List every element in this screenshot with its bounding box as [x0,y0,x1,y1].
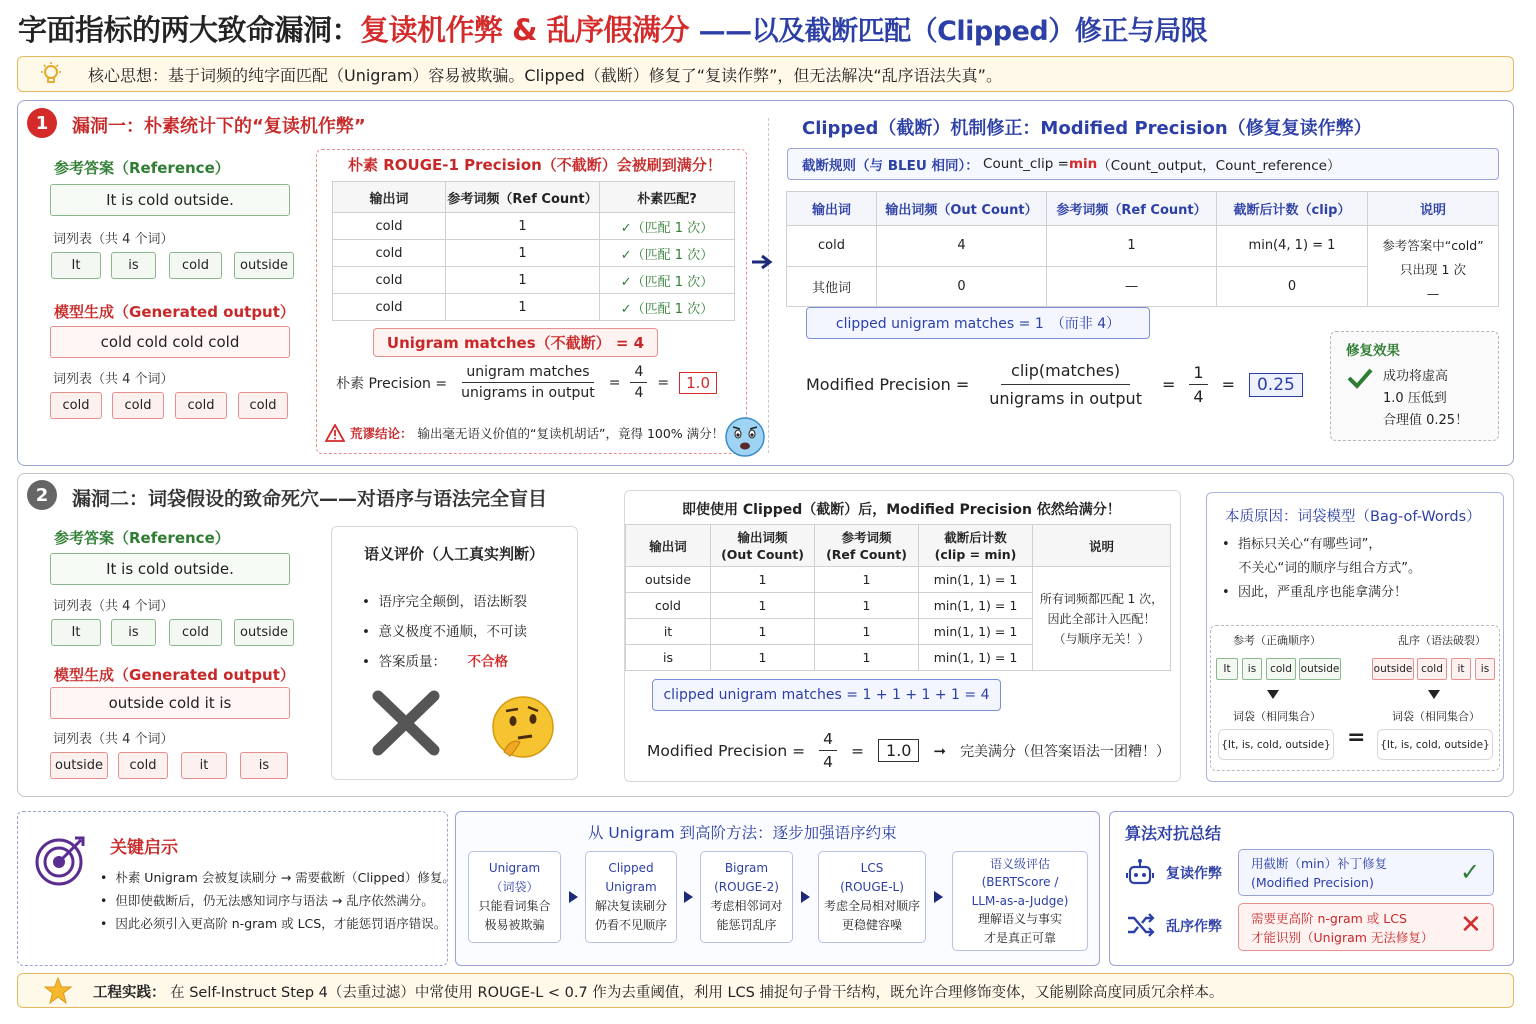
cell: ✓（匹配 1 次） [600,240,735,267]
step-title: Clipped [608,861,654,875]
algo-fix-card [1238,849,1494,896]
clip-header: 参考词频 (Ref Count) [815,525,919,567]
cell: 1 [446,213,600,240]
clip-table [786,191,1499,307]
cell: 1 [711,645,815,671]
list-item: • 答案质量： 不合格 [362,654,509,670]
bag-label: 词袋（相同集合） [1392,710,1480,723]
bow-token: outside [1372,658,1414,680]
fix-line: 成功将虚高 [1383,369,1449,384]
clip-header: 输出词频（Out Count） [877,192,1047,226]
formula-denominator: unigrams in output [461,385,595,401]
cell: cold [333,213,446,240]
bag-equals: = [1347,725,1366,750]
warn-text: 输出毫无语义价值的“复读机胡话”，竟得 100% 满分！ [417,426,725,441]
value-denominator: 4 [823,753,834,771]
gen-token: cold [118,752,168,779]
insight-item: 但即使截断后，仍无法感知词序与语法 → 乱序依然满分。 [115,893,434,908]
naive-precision-result: 1.0 [679,372,717,394]
step-desc: 仍看不见顺序 [594,918,667,932]
algo-line: 需要更高阶 n-gram 或 LCS [1251,911,1407,926]
algo-name: 乱序作弊 [1166,919,1222,935]
cell: ✓（匹配 1 次） [600,213,735,240]
clip-header: 输出词频 (Out Count) [711,525,815,567]
section-1-badge: 1 [27,108,57,138]
bag-label: 词袋（相同集合） [1233,710,1321,723]
gen-token: cold [175,392,227,419]
step-title: (ROUGE-2) [714,880,779,894]
s2-clip-title: 即使使用 Clipped（截断）后，Modified Precision 依然给满分！ [682,502,1121,518]
fix-line: 合理值 0.25！ [1383,413,1469,428]
clip-header: 输出词 [787,192,877,226]
flow-title: 从 Unigram 到高阶方法：逐步加强语序约束 [588,824,897,842]
gen-token: outside [50,752,108,779]
lightbulb-icon [38,61,64,87]
flow-step [700,851,793,943]
bow-item: 指标只关心“有哪些词”， [1237,537,1382,552]
gen-token: it [181,752,227,779]
human-eval-list [362,587,527,677]
equals: = [657,374,670,391]
fix-line: 1.0 压低到 [1383,391,1447,406]
cell: min(1, 1) = 1 [919,619,1033,645]
cell: ✓（匹配 1 次） [600,294,735,321]
cell: min(1, 1) = 1 [919,593,1033,619]
unigram-matches-pill: Unigram matches（不截断） = 4 [373,328,658,357]
naive-header: 朴素匹配? [600,182,735,213]
fix-title: 修复效果 [1346,343,1400,359]
bag-right: {It, is, cold, outside} [1377,729,1493,760]
list-item: • 但即使截断后，仍无法感知词序与语法 → 乱序依然满分。 [100,893,434,908]
gen-token: is [240,752,288,779]
step-title: (ROUGE-L) [840,880,904,894]
ref-sentence: It is cold outside. [50,184,290,216]
cell: cold [787,226,877,267]
equals: = [1221,375,1235,394]
clip-header: 参考词频（Ref Count） [1047,192,1217,226]
algo-line: 才能识别（Unigram 无法修复） [1251,930,1434,945]
naive-precision-formula [336,364,717,401]
title-subtitle: ——以及截断匹配（Clipped）修正与局限 [698,16,1208,47]
clip-rule-args: （Count_output，Count_reference） [1097,158,1341,174]
arrow-right-icon: ➞ [933,741,947,760]
step-title: 语义级评估 [989,856,1050,871]
cell: outside [626,567,711,593]
section-2-badge: 2 [27,480,57,510]
ref-token: cold [169,619,222,646]
section-divider [768,118,769,453]
cell: 1 [446,240,600,267]
clip-note [1033,567,1171,671]
naive-table [332,181,735,321]
cell: 0 [1217,266,1368,307]
flow-step [818,851,926,943]
note-line: 所有词频都匹配 1 次， [1039,591,1164,606]
list-item: • 因此必须引入更高阶 n-gram 或 LCS，才能惩罚语序错误。 [100,916,447,931]
bow-item: 因此，严重乱序也能拿满分！ [1237,585,1407,600]
step-title: LLM-as-a-Judge) [971,893,1069,908]
practice-label: 工程实践： [93,985,166,1001]
human-item: 语序完全颠倒，语法断裂 [378,594,528,610]
section-2-heading: 漏洞二：词袋假设的致命死穴——对语序与语法完全盲目 [72,488,548,510]
bow-right-label: 乱序（语法破裂） [1398,634,1486,647]
gen-token: cold [50,392,102,419]
step-desc: 更稳健容噪 [841,918,902,932]
step-title: Unigram [488,861,541,875]
cell: 1 [446,267,600,294]
naive-header: 输出词 [333,182,446,213]
insight-list [100,866,455,935]
cell: it [626,619,711,645]
title-part1: 字面指标的两大致命漏洞： [18,13,361,47]
section-1-heading: 漏洞一：朴素统计下的“复读机作弊” [72,116,366,137]
list-item: • 指标只关心“有哪些词”， [1222,537,1382,552]
cell: cold [333,294,446,321]
gen-sentence: outside cold it is [50,687,290,719]
practice-content: 在 Self-Instruct Step 4（去重过滤）中常使用 ROUGE-L < 0.7 作为去重阈值，利用 LCS 捕捉句子骨干结构，既允许合理修饰变体，又能剔除高度同质冗余样本。 [170,985,1224,1001]
clip-header: 截断后计数 (clip = min) [919,525,1033,567]
step-desc: 考虑全局相对顺序 [823,899,920,913]
algo-fail-card [1238,903,1494,951]
absurd-conclusion [325,424,724,442]
clip-rule-label: 截断规则（与 BLEU 相同）： [802,158,979,174]
step-desc: 极易被欺骗 [484,918,545,932]
clip-header: 说明 [1368,192,1499,226]
cell: min(1, 1) = 1 [919,567,1033,593]
warn-label: 荒谬结论： [350,426,413,441]
clip-rule-formula: Count_clip = [983,156,1069,172]
insight-item: 因此必须引入更高阶 n-gram 或 LCS，才能惩罚语序错误。 [115,916,447,931]
ref-token: outside [234,619,294,646]
note-line: 参考答案中“cold” [1382,238,1484,253]
arrow-down-icon [1267,690,1279,700]
target-icon [33,832,89,888]
formula-numerator: clip(matches) [1001,361,1130,385]
note-line: （与顺序无关！） [1053,631,1150,646]
table-row [787,226,1499,267]
arrow-right-icon [684,891,693,903]
value-denominator: 4 [634,385,644,401]
algo-name: 复读作弊 [1166,866,1222,882]
step-title: （词袋） [490,880,539,894]
algo-line: (Modified Precision) [1251,875,1374,890]
core-idea-text: 核心思想：基于词频的纯字面匹配（Unigram）容易被欺骗。Clipped（截断）修复了“复读作弊”，但无法解决“乱序语法失真”。 [88,65,1002,85]
human-eval-title: 语义评价（人工真实判断） [364,545,545,563]
cell: 1 [815,567,919,593]
list-item: • 意义极度不通顺，不可读 [362,624,528,640]
arrow-right-icon [750,253,774,271]
step-title: Unigram [605,880,657,894]
ref-label: 参考答案（Reference） [54,159,230,177]
cell: cold [333,267,446,294]
cell: 1 [711,619,815,645]
bow-token: is [1475,658,1495,680]
cell: — [1047,266,1217,307]
value-numerator: 4 [630,364,647,383]
formula-label: 朴素 Precision = [336,375,448,392]
thinking-face-icon [490,694,556,760]
checkmark-icon [1346,366,1374,390]
fix-text [1383,366,1468,432]
value-numerator: 1 [1189,363,1207,385]
cell: 1 [815,645,919,671]
cell: 1 [815,619,919,645]
quality-label: 答案质量： [378,654,447,670]
bow-token: It [1216,658,1238,680]
arrow-right-icon [801,891,810,903]
step-desc: 解决复读刷分 [594,899,667,913]
clip-header: 截断后计数（clip） [1217,192,1368,226]
shuffle-icon [1126,913,1156,937]
step-desc: 只能看词集合 [478,899,551,913]
gen-vocab-label: 词列表（共 4 个词） [53,732,174,747]
gen-label: 模型生成（Generated output） [54,666,295,684]
table-row [626,567,1171,593]
gen-sentence: cold cold cold cold [50,326,290,358]
robot-icon [1125,858,1155,888]
clip-title: Clipped（截断）机制修正：Modified Precision（修复复读作弊） [802,118,1372,139]
note-line: — [1426,286,1440,301]
gen-label: 模型生成（Generated output） [54,303,295,321]
cell: 4 [877,226,1047,267]
ref-vocab-label: 词列表（共 4 个词） [53,232,174,247]
list-item: • 语序完全颠倒，语法断裂 [362,594,528,610]
step-title: (BERTScore / [981,875,1059,890]
bag-left: {It, is, cold, outside} [1218,729,1334,760]
list-item: • 朴素 Unigram 会被复读刷分 → 需要截断（Clipped）修复。 [100,870,455,885]
cell: min(4, 1) = 1 [1217,226,1368,267]
cell: is [626,645,711,671]
step-title: LCS [860,861,884,875]
equals: = [1161,375,1176,394]
cell: 1 [711,567,815,593]
insight-title: 关键启示 [110,838,178,858]
bow-token: is [1242,658,1262,680]
flow-step [585,851,677,943]
cell: 1 [711,593,815,619]
step-desc: 考虑相邻词对 [710,899,783,913]
clip-rule-min: min [1068,156,1098,172]
step-desc: 理解语义与事实 [977,912,1062,927]
cell: 1 [815,593,919,619]
arrow-right-icon [934,891,943,903]
warning-icon [325,424,345,442]
formula-label: Modified Precision = [647,741,806,760]
cell: 1 [1047,226,1217,267]
cell: cold [626,593,711,619]
formula-tail: 完美满分（但答案语法一团糟！） [960,743,1171,760]
step-desc: 能惩罚乱序 [716,918,777,932]
modified-precision-result: 0.25 [1249,373,1303,397]
ref-token: It [51,619,101,646]
step-title: Bigram [724,861,769,875]
formula-numerator: unigram matches [462,364,593,383]
ref-token: cold [169,252,222,279]
note-line: 因此全部计入匹配！ [1047,611,1156,626]
cell: cold [333,240,446,267]
bow-list [1222,533,1421,605]
clipped-matches-pill: clipped unigram matches = 1 （而非 4） [806,307,1150,339]
bow-token: outside [1299,658,1341,680]
ref-token: is [111,252,156,279]
step-desc: 才是真正可靠 [983,930,1056,945]
list-item [1222,557,1421,581]
bow-token: it [1451,658,1471,680]
cross-icon [372,690,440,756]
bow-title: 本质原因：词袋模型（Bag-of-Words） [1225,509,1481,525]
cell: 1 [446,294,600,321]
s2-clipped-matches-pill: clipped unigram matches = 1 + 1 + 1 + 1 = 4 [652,679,1001,711]
ref-vocab-label: 词列表（共 4 个词） [53,599,174,614]
table-row [333,267,735,294]
gen-token: cold [238,392,288,419]
modified-precision-formula [806,361,1303,408]
ref-label: 参考答案（Reference） [54,529,230,547]
gen-vocab-label: 词列表（共 4 个词） [53,372,174,387]
arrow-right-icon [569,891,578,903]
table-row [333,294,735,321]
bow-token: cold [1266,658,1296,680]
arrow-down-icon [1428,690,1440,700]
cell: 0 [877,266,1047,307]
title-highlight: 复读机作弊 & 乱序假满分 [360,13,689,47]
list-item: • 因此，严重乱序也能拿满分！ [1222,585,1407,600]
worried-face-icon [723,416,767,458]
bow-item: 不关心“词的顺序与组合方式”。 [1238,561,1422,576]
naive-title: 朴素 ROUGE-1 Precision（不截断）会被刷到满分！ [348,156,722,174]
gen-token: cold [112,392,164,419]
flow-step [952,851,1088,951]
s2-clip-table [625,524,1171,671]
ref-token: It [51,252,101,279]
practice-text [93,981,1223,1002]
equals: = [608,374,621,391]
bow-token: cold [1417,658,1447,680]
clip-header: 输出词 [626,525,711,567]
clip-note [1368,226,1499,307]
s2-modified-precision-result: 1.0 [878,739,919,762]
formula-denominator: unigrams in output [989,389,1142,408]
ref-token: outside [234,252,294,279]
ref-sentence: It is cold outside. [50,553,290,585]
flow-step [468,851,561,943]
bow-left-label: 参考（正确顺序） [1233,634,1321,647]
value-numerator: 4 [819,730,837,751]
page-title [18,8,1207,49]
ref-token: is [111,619,156,646]
insight-item: 朴素 Unigram 会被复读刷分 → 需要截断（Clipped）修复。 [115,870,455,885]
star-icon [44,977,72,1004]
cell: ✓（匹配 1 次） [600,267,735,294]
quality-value: 不合格 [467,654,509,670]
human-item: 意义极度不通顺，不可读 [378,624,528,640]
cell: min(1, 1) = 1 [919,645,1033,671]
formula-label: Modified Precision = [806,375,970,394]
cell: 其他词 [787,266,877,307]
clip-rule [787,148,1499,180]
clip-header: 说明 [1033,525,1171,567]
note-line: 只出现 1 次 [1400,262,1466,277]
table-row [333,240,735,267]
core-idea-banner [17,56,1514,92]
check-icon: ✓ [1460,858,1481,886]
algo-line: 用截断（min）补丁修复 [1251,856,1388,871]
s2-modified-precision-formula [647,730,1170,771]
algo-title: 算法对抗总结 [1125,824,1222,843]
cross-mark-icon: ✕ [1460,910,1482,940]
table-row [333,213,735,240]
naive-header: 参考词频（Ref Count） [446,182,600,213]
equals: = [851,741,865,760]
value-denominator: 4 [1193,387,1204,406]
